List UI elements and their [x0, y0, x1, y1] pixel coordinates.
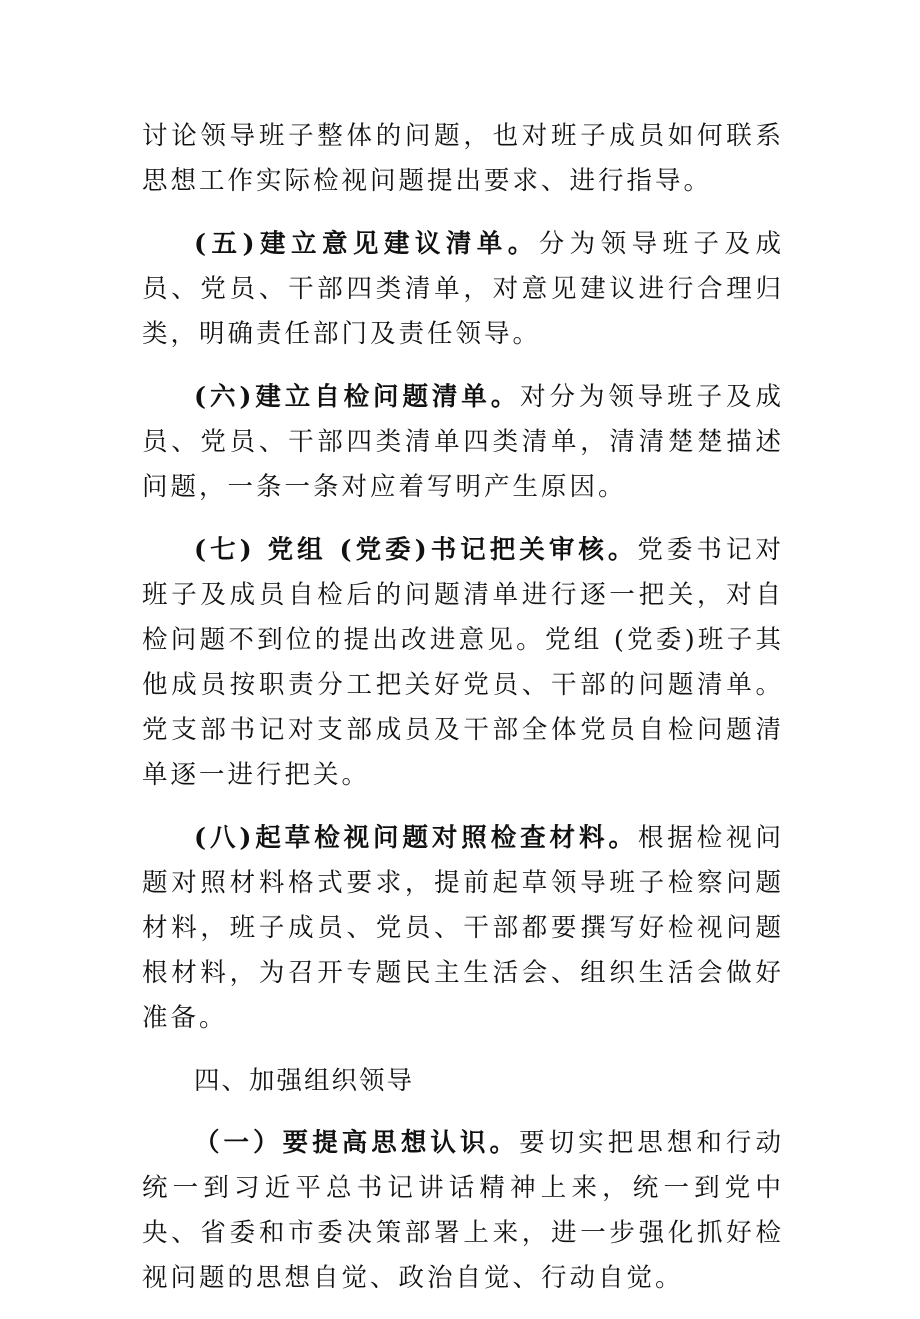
paragraph-text: 讨论领导班子整体的问题，也对班子成员如何联系思想工作实际检视问题提出要求、进行指导。 [142, 121, 784, 196]
paragraph-heading: (七) 党组 (党委)书记把关审核。 [194, 535, 638, 565]
paragraph-item-5 [142, 222, 784, 357]
paragraph-section-4-item-1 [142, 1121, 784, 1301]
paragraph-heading: （一）要提高思想认识。 [194, 1128, 520, 1158]
paragraph-heading: (六)建立自检问题清单。 [194, 382, 521, 412]
section-heading: 四、加强组织领导 [194, 1066, 415, 1096]
paragraph-heading: (八)起草检视问题对照检查材料。 [194, 823, 638, 853]
paragraph-text: 分为领导班子及成员、党员、干部四类清单，对意见建议进行合理归类，明确责任部门及责任领导。 [142, 229, 784, 349]
paragraph-text: 根据检视问题对照材料格式要求，提前起草领导班子检察问题材料，班子成员、党员、干部都要撰写好检视问题根材料，为召开专题民主生活会、组织生活会做好准备。 [142, 823, 784, 1033]
paragraph-heading: (五)建立意见建议清单。 [194, 229, 539, 259]
paragraph-text: 党委书记对班子及成员自检后的问题清单进行逐一把关，对自检问题不到位的提出改进意见。党组 (党委)班子其他成员按职责分工把关好党员、干部的问题清单。党支部书记对支部成员及干部全体党员自检问题清单逐一进行把关。 [142, 535, 784, 790]
paragraph-text: 对分为领导班子及成员、党员、干部四类清单四类清单，清清楚楚描述问题，一条一条对应着写明产生原因。 [142, 382, 784, 502]
paragraph-text: 要切实把思想和行动统一到习近平总书记讲话精神上来，统一到党中央、省委和市委决策部署上来，进一步强化抓好检视问题的思想自觉、政治自觉、行动自觉。 [142, 1128, 784, 1293]
document-body [142, 114, 784, 1319]
paragraph-continuation [142, 114, 784, 204]
paragraph-item-7 [142, 528, 784, 798]
paragraph-item-6 [142, 375, 784, 510]
paragraph-item-8 [142, 816, 784, 1041]
